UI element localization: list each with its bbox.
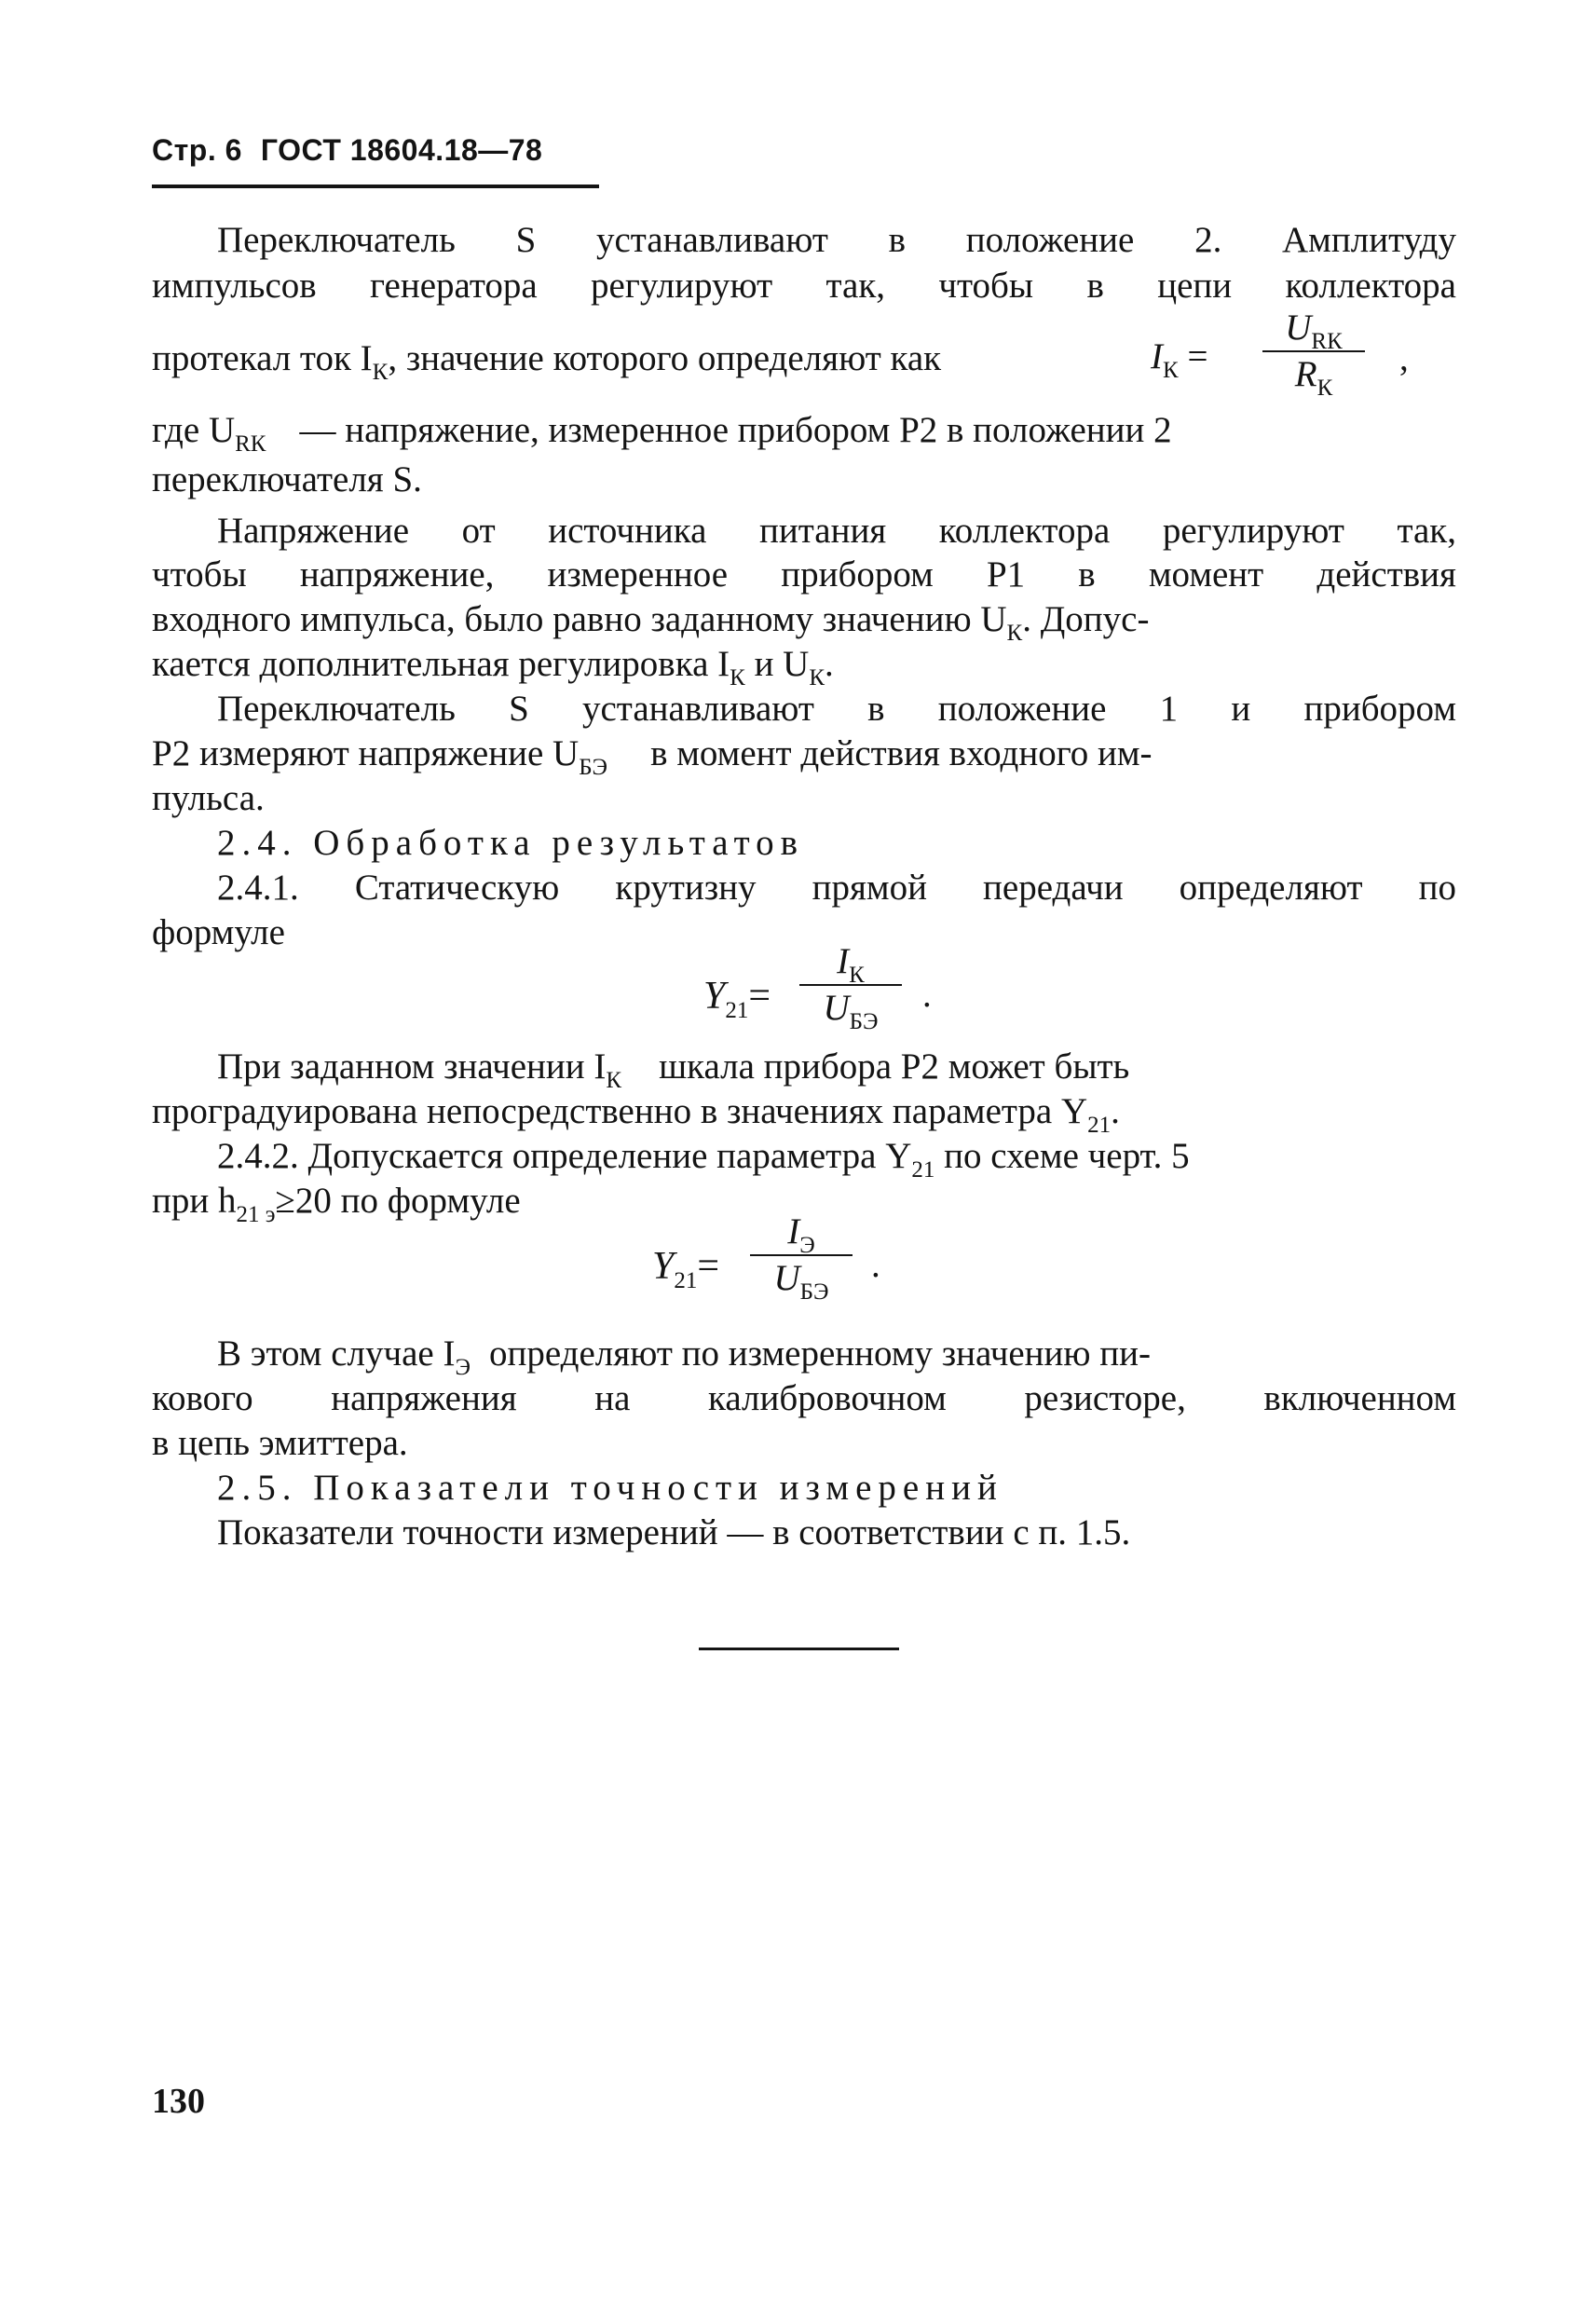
para1-line5: переключателя S.: [152, 459, 422, 499]
formula-y21-ik-fraction: $I_К$ $U_{БЭ}$: [799, 941, 902, 1029]
header-rule: [152, 185, 599, 188]
section-2-5-text: Показатели точности измерений — в соответствии с п. 1.5.: [217, 1512, 1131, 1552]
para1-line3: протекал ток $I_К$, значение которого определяют как: [152, 338, 942, 385]
page-label: Стр. 6: [152, 133, 242, 167]
formula-y21-ik-period: .: [922, 975, 932, 1015]
para1-line1: Переключатель S устанавливают в положение 2. Амплитуду: [217, 220, 1456, 260]
formula-y21-ie-lhs: $Y_{21}=$: [652, 1245, 720, 1293]
formula-y21-ie-fraction: $I_Э$ $U_{БЭ}$: [750, 1211, 853, 1299]
formula-ik-lhs: $I_К$ =: [1151, 336, 1208, 383]
para2-line4: кается дополнительная регулировка $I_К$ и $U_К$.: [152, 644, 834, 691]
section-2-4-2-line1: 2.4.2. Допускается определение параметра $Y_{21}$ по схеме черт. 5: [217, 1136, 1190, 1183]
end-rule: [699, 1648, 899, 1650]
section-2-4-title: 2.4. Обработка результатов: [217, 823, 805, 863]
para5-line1: В этом случае $I_Э$ определяют по измеренному значению пи-: [217, 1333, 1152, 1380]
formula-ik-fraction: $U_{RК}$ $R_К$: [1262, 308, 1365, 395]
para1-line2: импульсов генератора регулируют так, чтобы в цепи коллектора: [152, 266, 1456, 306]
formula-y21-ik-lhs: $Y_{21}=$: [703, 975, 771, 1023]
para5-line3: в цепь эмиттера.: [152, 1423, 408, 1463]
para2-line1: Напряжение от источника питания коллектора регулируют так,: [217, 511, 1456, 551]
para4-line1: При заданном значении $I_К$ шкала прибора P2 может быть: [217, 1046, 1130, 1093]
section-2-4-2-line2: при $h_{21 э}\ge 20$ по формуле: [152, 1181, 521, 1227]
para3-line1: Переключатель S устанавливают в положение 1 и прибором: [217, 689, 1456, 729]
section-2-5-title: 2.5. Показатели точности измерений: [217, 1468, 1003, 1508]
section-2-4-1-line2: формуле: [152, 912, 285, 952]
running-header: [152, 133, 599, 168]
para3-line2: P2 измеряют напряжение $U_{БЭ}$ в момент действия входного им-: [152, 733, 1153, 780]
section-2-4-1-line1: 2.4.1. Статическую крутизну прямой передачи определяют по: [217, 868, 1456, 908]
para2-line3: входного импульса, было равно заданному значению $U_К$. Допус-: [152, 599, 1150, 646]
para3-line3: пульса.: [152, 778, 265, 818]
page-number: 130: [152, 2082, 205, 2121]
standard-number: ГОСТ 18604.18—78: [260, 133, 543, 167]
para4-line2: проградуирована непосредственно в значениях параметра $Y_{21}$.: [152, 1091, 1120, 1138]
para2-line2: чтобы напряжение, измеренное прибором P1 в момент действия: [152, 554, 1456, 595]
formula-ik-comma: ,: [1399, 338, 1409, 378]
para1-line4: где $U_{RК}$ — напряжение, измеренное прибором P2 в положении 2: [152, 410, 1172, 457]
para5-line2: кового напряжения на калибровочном резисторе, включенном: [152, 1378, 1456, 1418]
formula-y21-ie-period: .: [871, 1245, 880, 1285]
